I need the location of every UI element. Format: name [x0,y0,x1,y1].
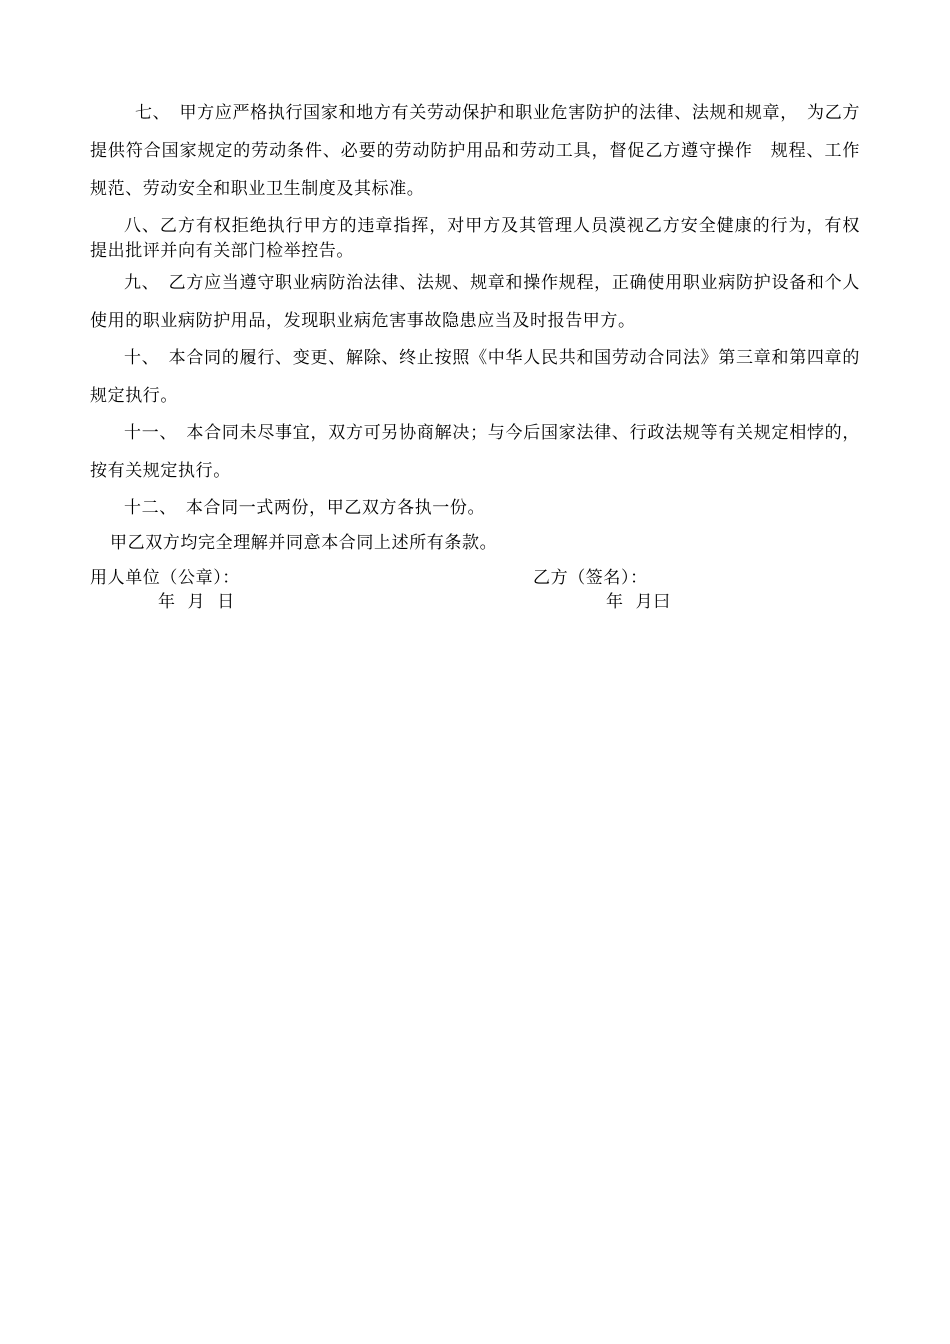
clause-11: 十一、 本合同未尽事宜，双方可另协商解决；与今后国家法律、行政法规等有关规定相悖的，按有关规定执行。 [90,423,860,481]
clause-7: 七、 甲方应严格执行国家和地方有关劳动保护和职业危害防护的法律、法规和规章， 为乙方提供符合国家规定的劳动条件、必要的劳动防护用品和劳动工具，督促乙方遵守操作 规程、工作规范、劳动安全和职业卫生制度及其标准。 [90,103,860,199]
clause-8: 八、乙方有权拒绝执行甲方的违章指挥，对甲方及其管理人员漠视乙方安全健康的行为，有权提出批评并向有关部门检举控告。 [90,216,860,261]
clause-12: 十二、 本合同一式两份，甲乙双方各执一份。 [124,498,486,518]
employer-date: 年 月 日 [158,592,235,612]
clause-10: 十、 本合同的履行、变更、解除、终止按照《中华人民共和国劳动合同法》第三章和第四章的规定执行。 [90,348,860,406]
employer-signature-label: 用人单位（公章）： [90,568,240,588]
employee-date: 年 月曰 [606,592,671,612]
clause-9: 九、 乙方应当遵守职业病防治法律、法规、规章和操作规程，正确使用职业病防护设备和个人使用的职业病防护用品，发现职业病危害事故隐患应当及时报告甲方。 [90,273,860,331]
employee-signature-label: 乙方（签名）： [533,568,648,588]
agreement-statement: 甲乙双方均完全理解并同意本合同上述所有条款。 [110,533,498,553]
